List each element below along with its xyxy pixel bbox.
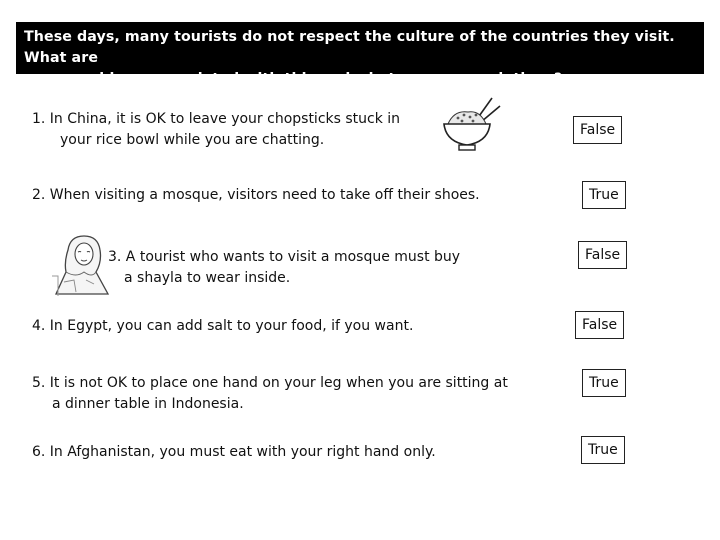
answer-3: False (578, 241, 627, 269)
question-banner (16, 22, 704, 87)
question-1-line-2: your rice bowl while you are chatting. (60, 132, 325, 148)
answer-4: False (575, 311, 624, 339)
rice-bowl-icon (438, 96, 504, 156)
question-1 (32, 109, 400, 151)
question-2-line-1: 2. When visiting a mosque, visitors need to take off their shoes. (32, 187, 480, 203)
question-6 (32, 442, 436, 463)
question-5-line-1: 5. It is not OK to place one hand on your leg when you are sitting at (32, 375, 508, 391)
answer-2: True (582, 181, 626, 209)
banner-line-2: some problems associated with this and what are some solutions? (24, 71, 563, 87)
question-5 (32, 373, 508, 415)
question-3 (108, 247, 460, 289)
question-1-line-1: 1. In China, it is OK to leave your chopsticks stuck in (32, 111, 401, 127)
question-4-line-1: 4. In Egypt, you can add salt to your food, if you want. (32, 318, 414, 334)
answer-1: False (573, 116, 622, 144)
banner-line-1: These days, many tourists do not respect the culture of the countries they visit. What are (24, 29, 675, 66)
answer-6: True (581, 436, 625, 464)
question-5-line-2: a dinner table in Indonesia. (52, 396, 244, 412)
woman-shayla-icon (50, 232, 114, 298)
question-3-line-2: a shayla to wear inside. (124, 270, 291, 286)
question-2 (32, 185, 480, 206)
question-6-line-1: 6. In Afghanistan, you must eat with your right hand only. (32, 444, 436, 460)
question-3-line-1: 3. A tourist who wants to visit a mosque must buy (108, 249, 461, 265)
answer-5: True (582, 369, 626, 397)
question-4 (32, 316, 413, 337)
